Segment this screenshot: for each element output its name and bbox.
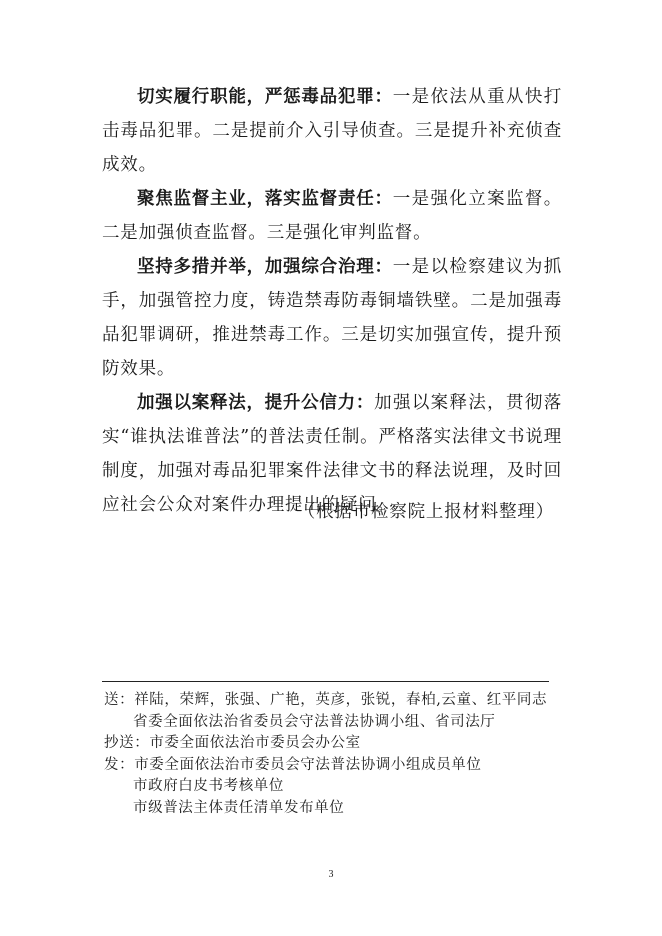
- issue-recipients: 市委全面依法治市委员会守法普法协调小组成员单位: [134, 756, 482, 773]
- source-note: （根据市检察院上报材料整理）: [297, 502, 554, 522]
- send-recipients-2: 省委全面依法治省委员会守法普法协调小组、省司法厅: [133, 713, 496, 730]
- paragraph-1-heading: 切实履行职能，严惩毒品犯罪：: [137, 87, 393, 107]
- issue-recipients-2: 市政府白皮书考核单位: [133, 778, 284, 794]
- issue-recipients-3: 市级普法主体责任清单发布单位: [133, 799, 345, 816]
- cc-row: [104, 733, 556, 755]
- send-row: [104, 690, 556, 712]
- cc-recipients: 市委全面依法治市委员会办公室: [149, 735, 361, 751]
- paragraph-3: [102, 250, 562, 386]
- send-label: 送：: [104, 692, 135, 708]
- divider-line: [102, 681, 549, 682]
- issue-row: [104, 755, 556, 777]
- paragraph-2-heading: 聚焦监督主业，落实监督责任：: [137, 189, 393, 209]
- paragraph-2-text: 一是强化立案监督。二是加强侦查监督。三是强化审判监督。: [102, 189, 562, 243]
- issue-row-3: [104, 798, 556, 820]
- paragraph-4-heading: 加强以案释法，提升公信力：: [137, 393, 375, 413]
- page-number: 3: [328, 869, 334, 880]
- paragraph-1: [102, 80, 562, 182]
- send-recipients: 祥陆，荣辉，张强、广艳，英彦，张锐，春柏,云童、红平同志: [134, 692, 548, 708]
- paragraph-3-text: 一是以检察建议为抓手，加强管控力度，铸造禁毒防毒铜墙铁壁。二是加强毒品犯罪调研，推进禁毒工作。三是切实加强宣传，提升预防效果。: [102, 257, 562, 379]
- paragraph-1-text: 一是依法从重从快打击毒品犯罪。二是提前介入引导侦查。三是提升补充侦查成效。: [102, 87, 562, 175]
- main-body: [102, 80, 562, 522]
- issue-label: 发：: [104, 756, 135, 773]
- send-row-2: [104, 712, 556, 734]
- paragraph-2: [102, 182, 562, 250]
- paragraph-3-heading: 坚持多措并举，加强综合治理：: [137, 257, 393, 277]
- paragraph-4-text: 加强以案释法，贯彻落实“谁执法谁普法”的普法责任制。严格落实法律文书说理制度，加强对毒品犯罪案件法律文书的释法说理，及时回应社会公众对案件办理提出的疑问。: [102, 393, 563, 515]
- cc-label: 抄送：: [104, 735, 150, 751]
- distribution-list: [104, 690, 556, 819]
- issue-row-2: [104, 776, 556, 798]
